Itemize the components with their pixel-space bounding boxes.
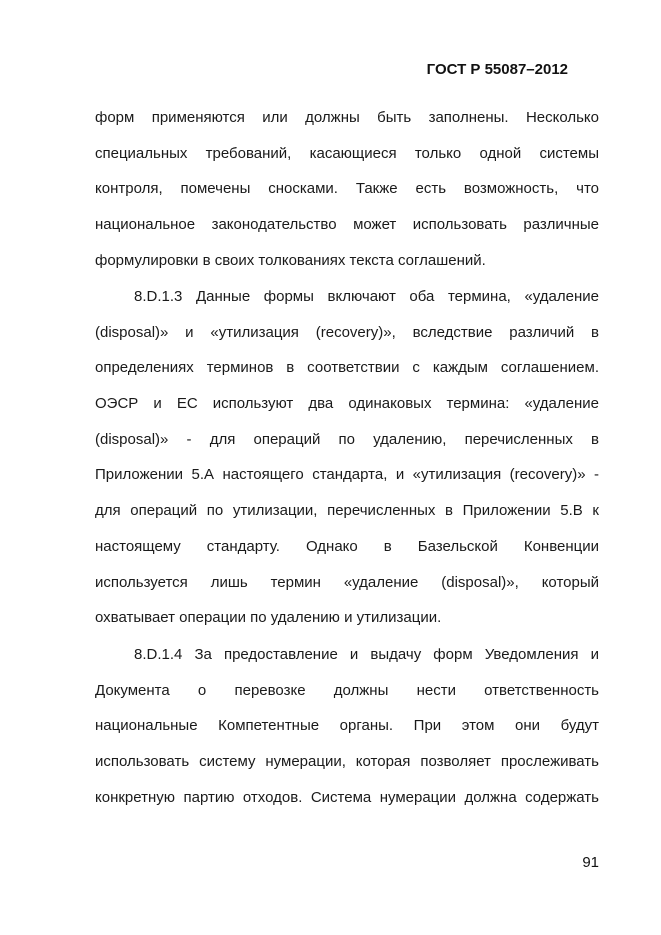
text-line: конкретную партию отходов. Система нумерации должна содержать (95, 789, 599, 806)
text-line: для операций по утилизации, перечисленных в Приложении 5.В к (95, 502, 599, 519)
paragraph-start-line: 8.D.1.4 За предоставление и выдачу форм Уведомления и (134, 646, 599, 663)
page-number: 91 (582, 854, 599, 871)
text-line: национальное законодательство может использовать различные (95, 216, 599, 233)
text-line: настоящему стандарту. Однако в Базельской Конвенции (95, 538, 599, 555)
text-line: контроля, помечены сносками. Также есть возможность, что (95, 180, 599, 197)
text-line: определениях терминов в соответствии с каждым соглашением. (95, 359, 599, 376)
text-line: Документа о перевозке должны нести ответственность (95, 682, 599, 699)
text-line: ОЭСР и ЕС используют два одинаковых термина: «удаление (95, 395, 599, 412)
text-line: национальные Компетентные органы. При этом они будут (95, 717, 599, 734)
document-code-header: ГОСТ Р 55087–2012 (426, 61, 568, 78)
text-line: Приложении 5.А настоящего стандарта, и «утилизация (recovery)» - (95, 466, 599, 483)
text-line: специальных требований, касающиеся только одной системы (95, 145, 599, 162)
text-line: охватывает операции по удалению и утилизации. (95, 609, 442, 626)
text-line: формулировки в своих толкованиях текста соглашений. (95, 252, 486, 269)
text-line: использовать систему нумерации, которая позволяет прослеживать (95, 753, 599, 770)
paragraph-start-line: 8.D.1.3 Данные формы включают оба термина, «удаление (134, 288, 599, 305)
text-line: (disposal)» и «утилизация (recovery)», вследствие различий в (95, 324, 599, 341)
text-line: форм применяются или должны быть заполнены. Несколько (95, 109, 599, 126)
text-line: (disposal)» - для операций по удалению, перечисленных в (95, 431, 599, 448)
text-line: используется лишь термин «удаление (disposal)», который (95, 574, 599, 591)
